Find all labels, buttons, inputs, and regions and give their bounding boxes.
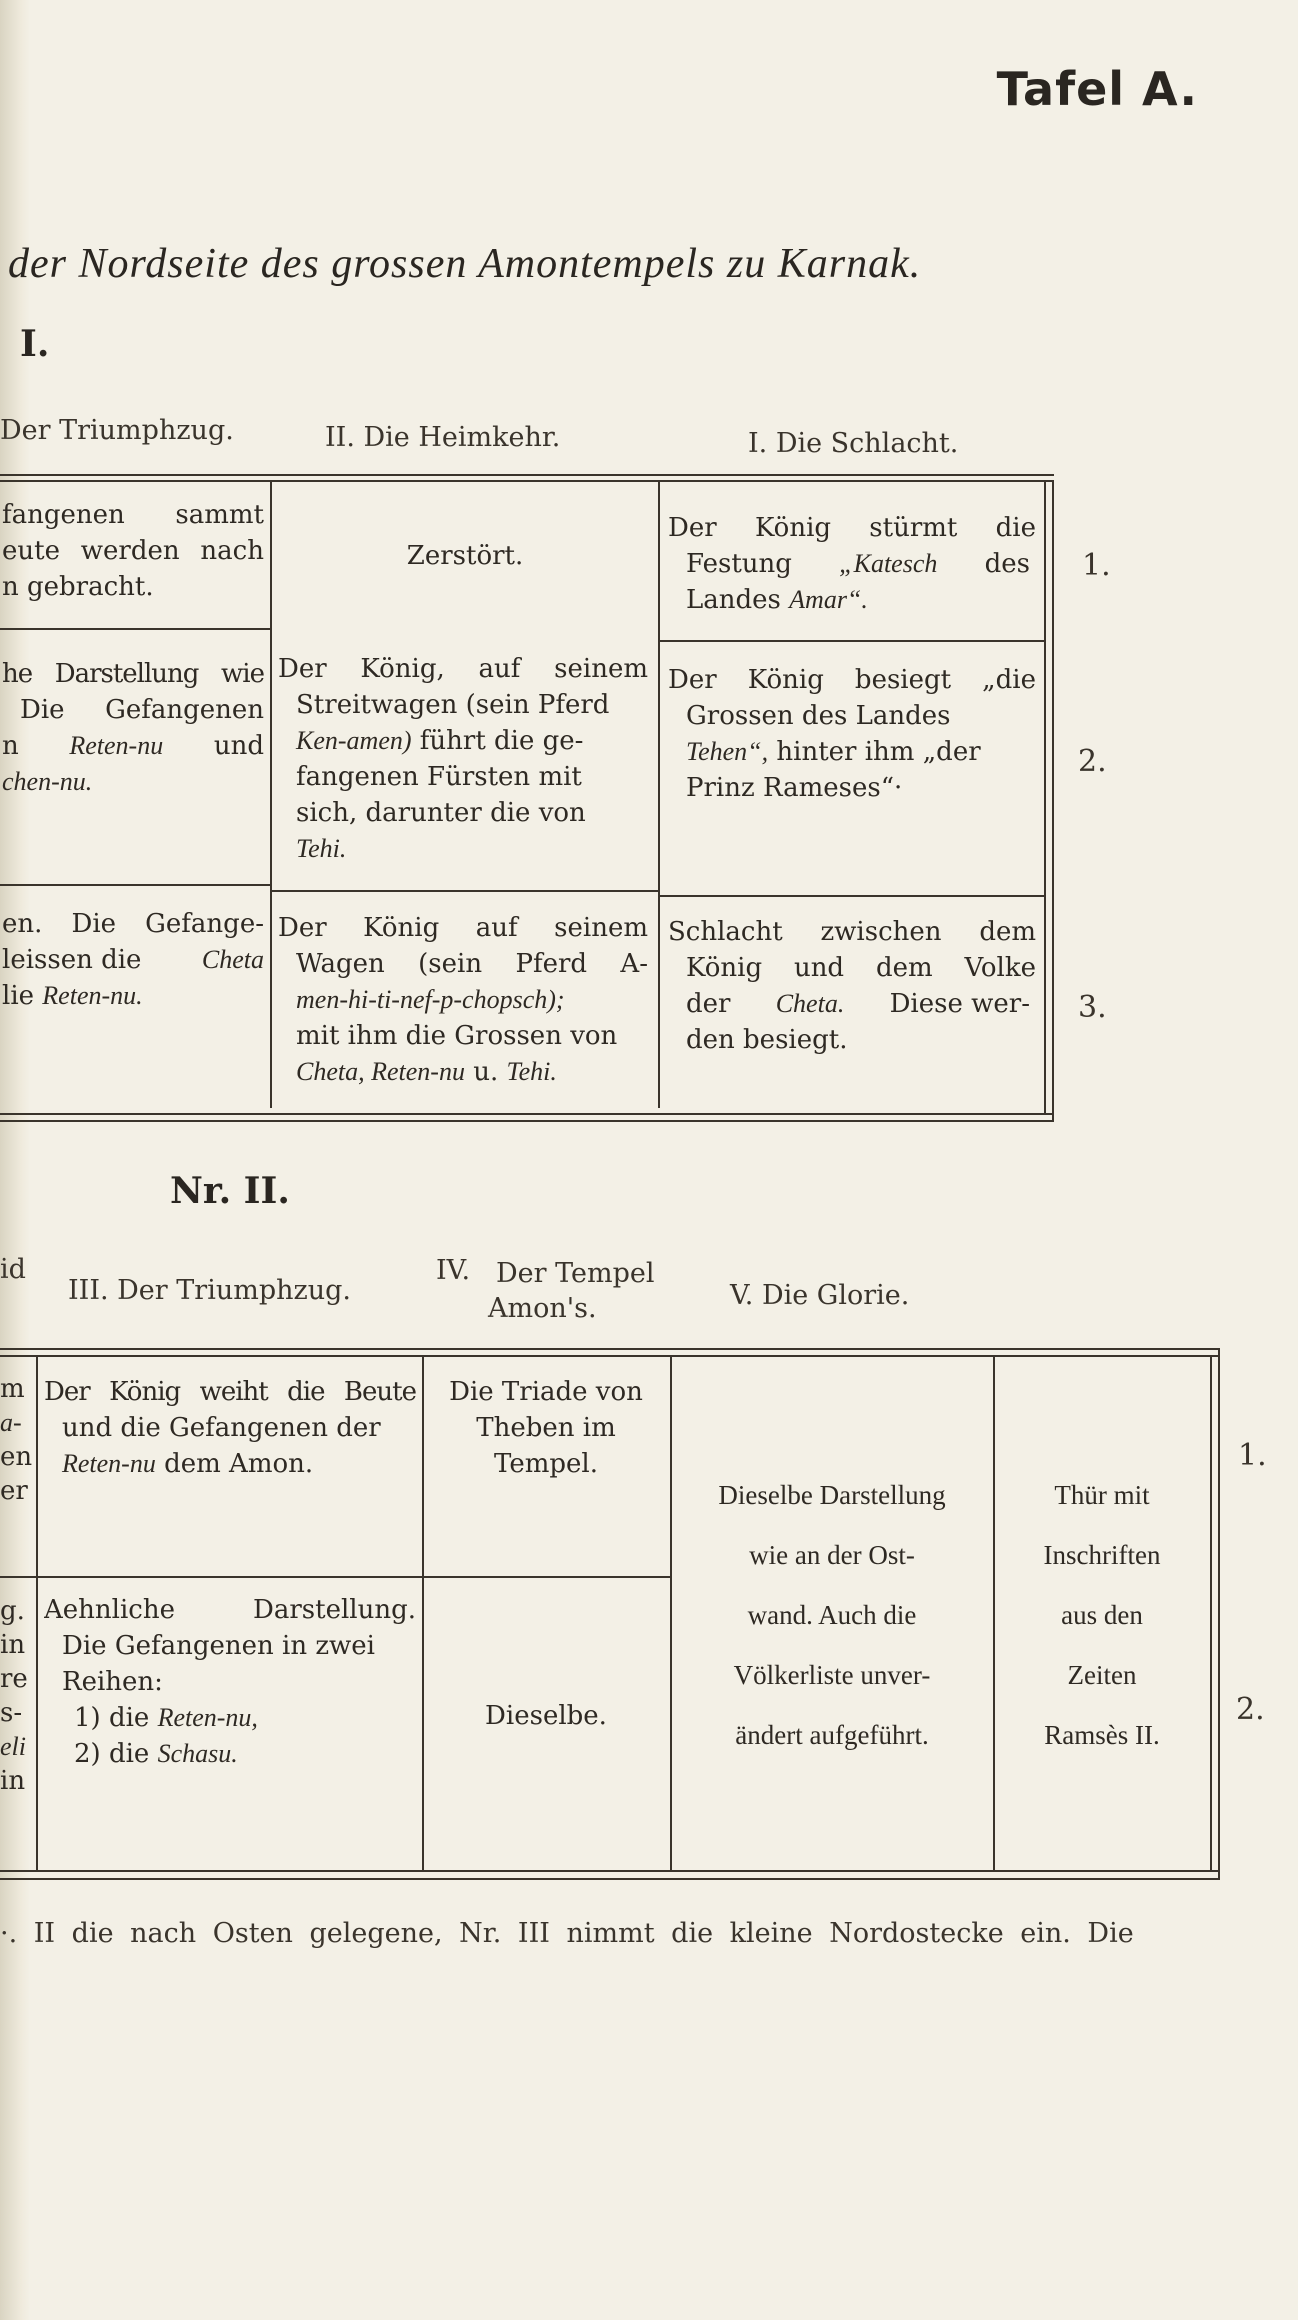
row-number: 2.	[1078, 744, 1107, 779]
row-number: 1.	[1082, 548, 1111, 583]
column-header-glory: V. Die Glorie.	[730, 1280, 910, 1311]
rule	[0, 628, 270, 630]
table-cell: Thür mit Inschriften aus den Zeiten Ramsès II.	[1043, 1480, 1161, 1750]
table-cell: Der König besiegt „die Grossen des Landes Tehen“, hinter ihm „der Prinz Rameses“·	[668, 665, 1036, 803]
table-cell: g. in re s- eli in	[0, 1596, 28, 1796]
rule	[1052, 480, 1054, 1120]
rule	[0, 474, 1054, 476]
section-heading: der Nordseite des grossen Amontempels zu Karnak.	[8, 241, 922, 287]
column-header-temple-numeral: IV.	[436, 1255, 471, 1286]
rule	[1044, 480, 1046, 1113]
column-header-temple: Der Tempel	[496, 1258, 655, 1289]
rule	[993, 1355, 995, 1870]
rule	[1218, 1348, 1220, 1878]
rule	[0, 1355, 1220, 1357]
row-number: 2.	[1236, 1692, 1265, 1727]
column-header-fragment: id	[0, 1254, 26, 1285]
table-cell: Der König weiht die Beute und die Gefangenen der Reten-nu dem Amon.	[44, 1377, 416, 1479]
page-title: Tafel A.	[996, 62, 1198, 116]
table-cell: Die Triade von Theben im Tempel.	[449, 1377, 643, 1479]
rule	[0, 884, 270, 886]
rule	[422, 1355, 424, 1870]
rule	[1210, 1355, 1212, 1870]
section-1-number: I.	[20, 323, 50, 365]
table-cell: Der König, auf seinem Streitwagen (sein Pferd Ken-amen) führt die ge- fangenen Fürsten mit sich, darunter die von Tehi.	[278, 654, 648, 863]
column-header-battle: I. Die Schlacht.	[748, 428, 959, 459]
table-cell: Aehnliche Darstellung. Die Gefangenen in zwei Reihen: 1) die Reten-nu, 2) die Schasu.	[44, 1595, 416, 1769]
rule	[0, 480, 1054, 482]
table-cell: Dieselbe.	[485, 1701, 607, 1731]
rule	[658, 480, 660, 1108]
table-cell: m a- en er	[0, 1374, 33, 1506]
column-header-triumph: Der Triumphzug.	[0, 415, 234, 446]
table-cell: Schlacht zwischen dem König und dem Volke der Cheta. Diese wer- den besiegt.	[668, 917, 1036, 1055]
table-cell: Dieselbe Darstellung wie an der Ost- wand. Auch die Völkerliste unver- ändert aufgeführt.	[718, 1480, 946, 1750]
rule	[0, 1348, 1220, 1350]
row-number: 3.	[1078, 990, 1107, 1025]
table-cell: he Darstellung wie Die Gefangenen n Reten-nu und chen-nu.	[2, 659, 264, 796]
rule	[0, 1113, 1054, 1115]
rule	[660, 895, 1045, 897]
column-header-triumph-2: III. Der Triumphzug.	[68, 1275, 351, 1306]
column-header-temple-2: Amon's.	[488, 1293, 597, 1324]
rule	[270, 480, 272, 1108]
rule	[0, 1878, 1220, 1880]
rule	[670, 1355, 672, 1870]
table-cell: en. Die Gefange- leissen die Cheta lie Reten-nu.	[2, 909, 264, 1011]
rule	[36, 1355, 38, 1870]
footer-text: ·. II die nach Osten gelegene, Nr. III nimmt die kleine Nordostecke ein. Die	[0, 1918, 1134, 1949]
table-cell: fangenen sammt eute werden nach n gebracht.	[2, 500, 264, 602]
rule	[0, 1576, 670, 1578]
rule	[660, 640, 1045, 642]
column-header-homecoming: II. Die Heimkehr.	[325, 422, 561, 453]
row-number: 1.	[1238, 1438, 1267, 1473]
table-cell: Der König stürmt die Festung „Katesch des Landes Amar“.	[668, 513, 1036, 615]
table-cell: Der König auf seinem Wagen (sein Pferd A- men-hi-ti-nef-p-chopsch); mit ihm die Grossen von Cheta, Reten-nu u. Tehi.	[278, 913, 648, 1087]
rule	[270, 890, 660, 892]
rule	[0, 1870, 1220, 1872]
table-cell: Zerstört.	[406, 541, 524, 571]
section-2-number: Nr. II.	[170, 1170, 290, 1212]
rule	[0, 1120, 1054, 1122]
